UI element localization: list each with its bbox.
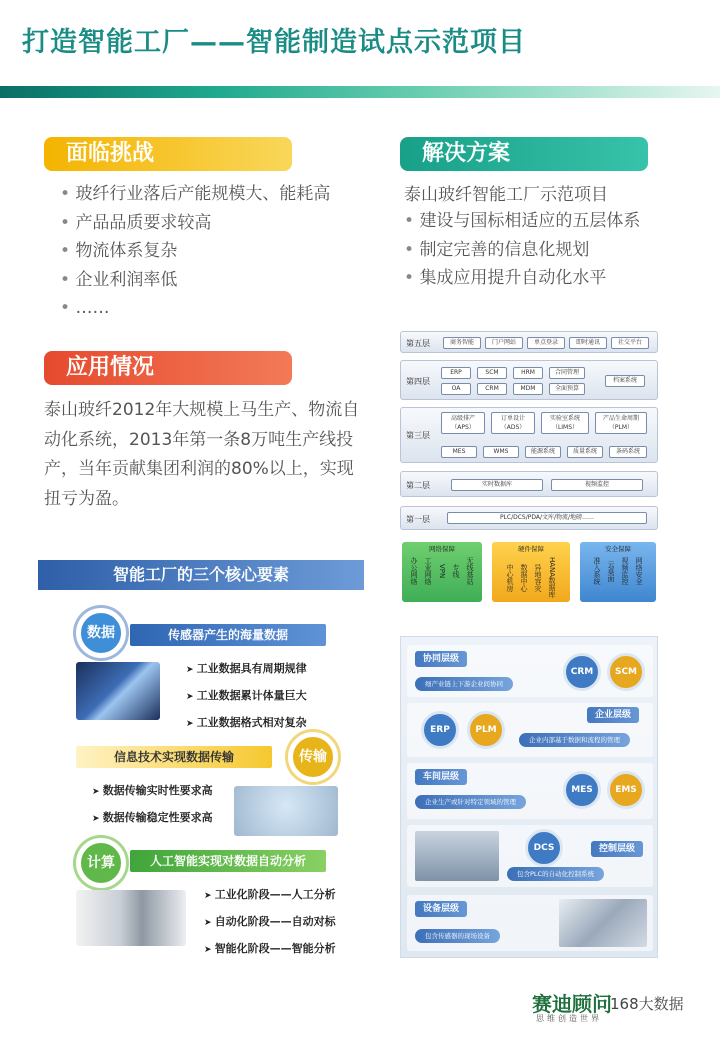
layer-label: 第二层 (406, 481, 430, 490)
core-elements-banner: 智能工厂的三个核心要素 (38, 560, 364, 590)
group-item: 无线基站 (466, 557, 474, 585)
group-item: 专线 (452, 564, 460, 578)
layer-label: 第五层 (406, 339, 430, 348)
list-item: • 物流体系复杂 (60, 237, 330, 266)
level-enterprise (407, 703, 653, 757)
layer-2 (400, 471, 658, 497)
group-item: 视频监控 (621, 557, 629, 585)
ems-ball: EMS (607, 771, 645, 809)
layer-5 (400, 331, 658, 353)
system-chip: 即时通讯 (569, 337, 607, 349)
list-item: ➤ 数据传输实时性要求高 (92, 778, 213, 805)
application-text: 泰山玻纤2012年大规模上马生产、物流自动化系统，2013年第一条8万吨生产线投产，当年贡献集团利润的80%以上，实现扭亏为盈。 (44, 400, 360, 509)
mes-ball: MES (563, 771, 601, 809)
compute-points (204, 882, 336, 963)
layer-label: 第一层 (406, 515, 430, 524)
watermark-text: 168大数据 (610, 995, 684, 1013)
compute-section-bar: 人工智能实现对数据自动分析 (130, 850, 326, 872)
solution-lead: 泰山玻纤智能工厂示范项目 (404, 185, 608, 205)
list-item: ➤ 自动化阶段——自动对标 (204, 909, 336, 936)
system-chip: CRM (477, 383, 507, 395)
level-title: 企业层级 (587, 707, 639, 723)
system-chip: OA (441, 383, 471, 395)
page-title: 打造智能工厂——智能制造试点示范项目 (22, 27, 526, 58)
system-chip: 社交平台 (611, 337, 649, 349)
group-item: 异地容灾 (534, 563, 542, 592)
dcs-ball: DCS (525, 829, 563, 867)
list-item: ➤ 工业数据具有周期规律 (186, 656, 307, 683)
system-chip: ERP (441, 367, 471, 379)
system-chip: 商务智能 (443, 337, 481, 349)
system-chip: 单点登录 (527, 337, 565, 349)
crm-ball: CRM (563, 653, 601, 691)
group-item: 工业网络 (424, 557, 432, 585)
system-chip: 档案系统 (605, 375, 645, 387)
equipment-photo (559, 899, 647, 947)
system-chip: 合同管理 (549, 367, 585, 379)
system-chip: 能源系统 (525, 446, 561, 458)
level-description: 企业内部基于数据和流程的管理 (519, 733, 630, 747)
scm-ball: SCM (607, 653, 645, 691)
group-item: VPN (438, 563, 446, 579)
server-room-image (76, 662, 160, 720)
system-chip: PLC/DCS/PDA/文库/物流/地磅…… (447, 512, 647, 524)
solution-heading: 解决方案 (400, 137, 648, 171)
cloud-devices-image (234, 786, 338, 836)
list-item: • 产品品质要求较高 (60, 209, 330, 238)
system-chip: 门户网站 (485, 337, 523, 349)
list-item: ➤ 工业数据累计体量巨大 (186, 683, 307, 710)
system-chip: WMS (483, 446, 519, 458)
layer-label: 第四层 (406, 377, 430, 386)
layer-1 (400, 506, 658, 530)
group-title: 安全保障 (605, 545, 631, 553)
transmission-badge: 传输 (288, 732, 338, 782)
group-item: 数据中心 (520, 563, 528, 592)
system-chip: 视频监控 (551, 479, 643, 491)
system-chip: 质量系统 (567, 446, 603, 458)
group-item: 准入系统 (593, 557, 601, 585)
level-title: 协同层级 (415, 651, 467, 667)
level-title: 设备层级 (415, 901, 467, 917)
list-item: ➤ 工业数据格式相对复杂 (186, 710, 307, 737)
challenge-list (60, 180, 330, 323)
system-chip: 产品生命周期（PLM） (595, 412, 647, 434)
level-description: 企业生产或针对特定领域的管理 (415, 795, 526, 809)
group-item: HANA数据库 (548, 557, 556, 599)
transmission-section-bar: 信息技术实现数据传输 (76, 746, 272, 768)
application-heading: 应用情况 (44, 351, 292, 385)
list-item: • 企业利润率低 (60, 266, 330, 295)
list-item: • 建设与国标相适应的五层体系 (404, 207, 640, 236)
level-description: 细产业链上下游企业间协同 (415, 677, 513, 691)
data-section-bar: 传感器产生的海量数据 (130, 624, 326, 646)
level-title: 车间层级 (415, 769, 467, 785)
level-description: 包含传感器的现场设备 (415, 929, 500, 943)
system-chip: 高级排产（APS） (441, 412, 485, 434)
level-coordination (407, 645, 653, 697)
system-chip: 条码系统 (609, 446, 647, 458)
compute-badge: 计算 (76, 838, 126, 888)
challenge-heading: 面临挑战 (44, 137, 292, 171)
layer-label: 第三层 (406, 431, 430, 440)
list-item: • 集成应用提升自动化水平 (404, 264, 640, 293)
transmission-points (92, 778, 213, 832)
level-title: 控制层级 (591, 841, 643, 857)
manufacturing-levels-diagram (400, 636, 658, 958)
hardware-guarantee-box (492, 542, 570, 602)
list-item: • 制定完善的信息化规划 (404, 236, 640, 265)
ccid-logo: 赛迪顾问 (532, 992, 612, 1016)
level-device (407, 895, 653, 951)
system-chip: 订单设计（ADS） (491, 412, 535, 434)
layer-3 (400, 407, 658, 463)
group-item: 云桌面 (607, 560, 615, 582)
system-chip: MDM (513, 383, 543, 395)
data-points (186, 656, 307, 737)
list-item: ➤ 工业化阶段——人工分析 (204, 882, 336, 909)
erp-ball: ERP (421, 711, 459, 749)
group-title: 网络保障 (429, 545, 455, 553)
solution-list (404, 207, 640, 293)
system-chip: 实验室系统（LIMS） (541, 412, 589, 434)
data-badge: 数据 (76, 608, 126, 658)
group-item: 办公网络 (410, 557, 418, 585)
control-room-photo (415, 831, 499, 881)
system-chip: HRM (513, 367, 543, 379)
list-item: ➤ 数据传输稳定性要求高 (92, 805, 213, 832)
network-guarantee-box (402, 542, 482, 602)
group-item: 中心机房 (506, 563, 514, 592)
five-layer-architecture-diagram (400, 326, 658, 606)
title-underline-bar (0, 86, 720, 98)
system-chip: 实时数据库 (451, 479, 543, 491)
security-guarantee-box (580, 542, 656, 602)
level-control (407, 825, 653, 887)
system-chip: 全面预算 (549, 383, 585, 395)
group-item: 网络安全 (635, 557, 643, 585)
list-item: • …… (60, 294, 330, 323)
list-item: ➤ 智能化阶段——智能分析 (204, 936, 336, 963)
level-workshop (407, 763, 653, 819)
layer-4 (400, 360, 658, 400)
list-item: • 玻纤行业落后产能规模大、能耗高 (60, 180, 330, 209)
group-title: 硬件保障 (518, 545, 544, 553)
plm-ball: PLM (467, 711, 505, 749)
logo-slogan: 思维创造世界 (536, 1014, 602, 1023)
robot-image (76, 890, 186, 946)
level-description: 包含PLC的自动化控制系统 (507, 867, 604, 881)
system-chip: SCM (477, 367, 507, 379)
system-chip: MES (441, 446, 477, 458)
